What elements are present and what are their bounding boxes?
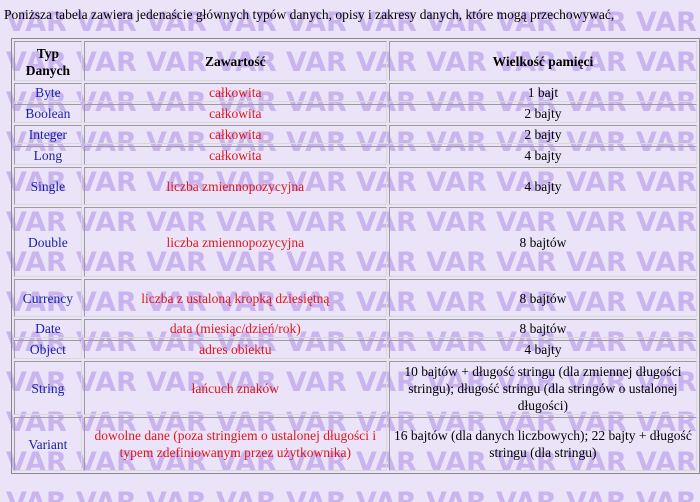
type-name: Date (14, 319, 82, 338)
type-size: 4 bajty (389, 340, 697, 359)
type-name: Integer (14, 125, 82, 144)
data-types-table (11, 38, 700, 474)
type-name: Variant (14, 417, 82, 471)
header-size: Wielkość pamięci (389, 41, 697, 81)
type-content: liczba z ustaloną kropką dziesiętną (84, 279, 387, 317)
type-content: liczba zmiennopozycyjna (84, 167, 387, 205)
type-content: adres obiektu (84, 340, 387, 359)
type-size: 2 bajty (389, 104, 697, 123)
type-size: 10 bajtów + długość stringu (dla zmiennej długości stringu); długość stringu (dla stringów o ustalonej długości) (389, 361, 697, 415)
type-name: Single (14, 167, 82, 205)
intro-paragraph: Poniższa tabela zawiera jedenaście głównych typów danych, opisy i zakresy danych, które mogą przechowywać, (4, 7, 615, 22)
type-name: Boolean (14, 104, 82, 123)
type-content: liczba zmiennopozycyjna (84, 207, 387, 277)
type-name: Currency (14, 279, 82, 317)
type-name: Double (14, 207, 82, 277)
table-row (14, 279, 697, 317)
type-size: 2 bajty (389, 125, 697, 144)
type-name: Object (14, 340, 82, 359)
type-name: String (14, 361, 82, 415)
table-row (14, 146, 697, 165)
table-header-row (14, 41, 697, 81)
table-row (14, 417, 697, 471)
type-size: 4 bajty (389, 146, 697, 165)
type-content: łańcuch znaków (84, 361, 387, 415)
type-content: całkowita (84, 83, 387, 102)
table-row (14, 340, 697, 359)
table-row (14, 125, 697, 144)
type-size: 16 bajtów (dla danych liczbowych); 22 bajty + długość stringu (dla stringu) (389, 417, 697, 471)
type-size: 4 bajty (389, 167, 697, 205)
type-name: Byte (14, 83, 82, 102)
type-content: całkowita (84, 104, 387, 123)
type-size: 1 bajt (389, 83, 697, 102)
table-row (14, 207, 697, 277)
table-row (14, 319, 697, 338)
table-row (14, 361, 697, 415)
type-size: 8 bajtów (389, 319, 697, 338)
header-type: Typ Danych (14, 41, 82, 81)
table-row (14, 167, 697, 205)
type-size: 8 bajtów (389, 279, 697, 317)
type-size: 8 bajtów (389, 207, 697, 277)
type-content: całkowita (84, 146, 387, 165)
type-content: dowolne dane (poza stringiem o ustalonej długości i typem zdefiniowanym przez użytkownika) (84, 417, 387, 471)
header-content: Zawartość (84, 41, 387, 81)
type-content: całkowita (84, 125, 387, 144)
type-name: Long (14, 146, 82, 165)
table-row (14, 83, 697, 102)
type-content: data (miesiąc/dzień/rok) (84, 319, 387, 338)
table-row (14, 104, 697, 123)
